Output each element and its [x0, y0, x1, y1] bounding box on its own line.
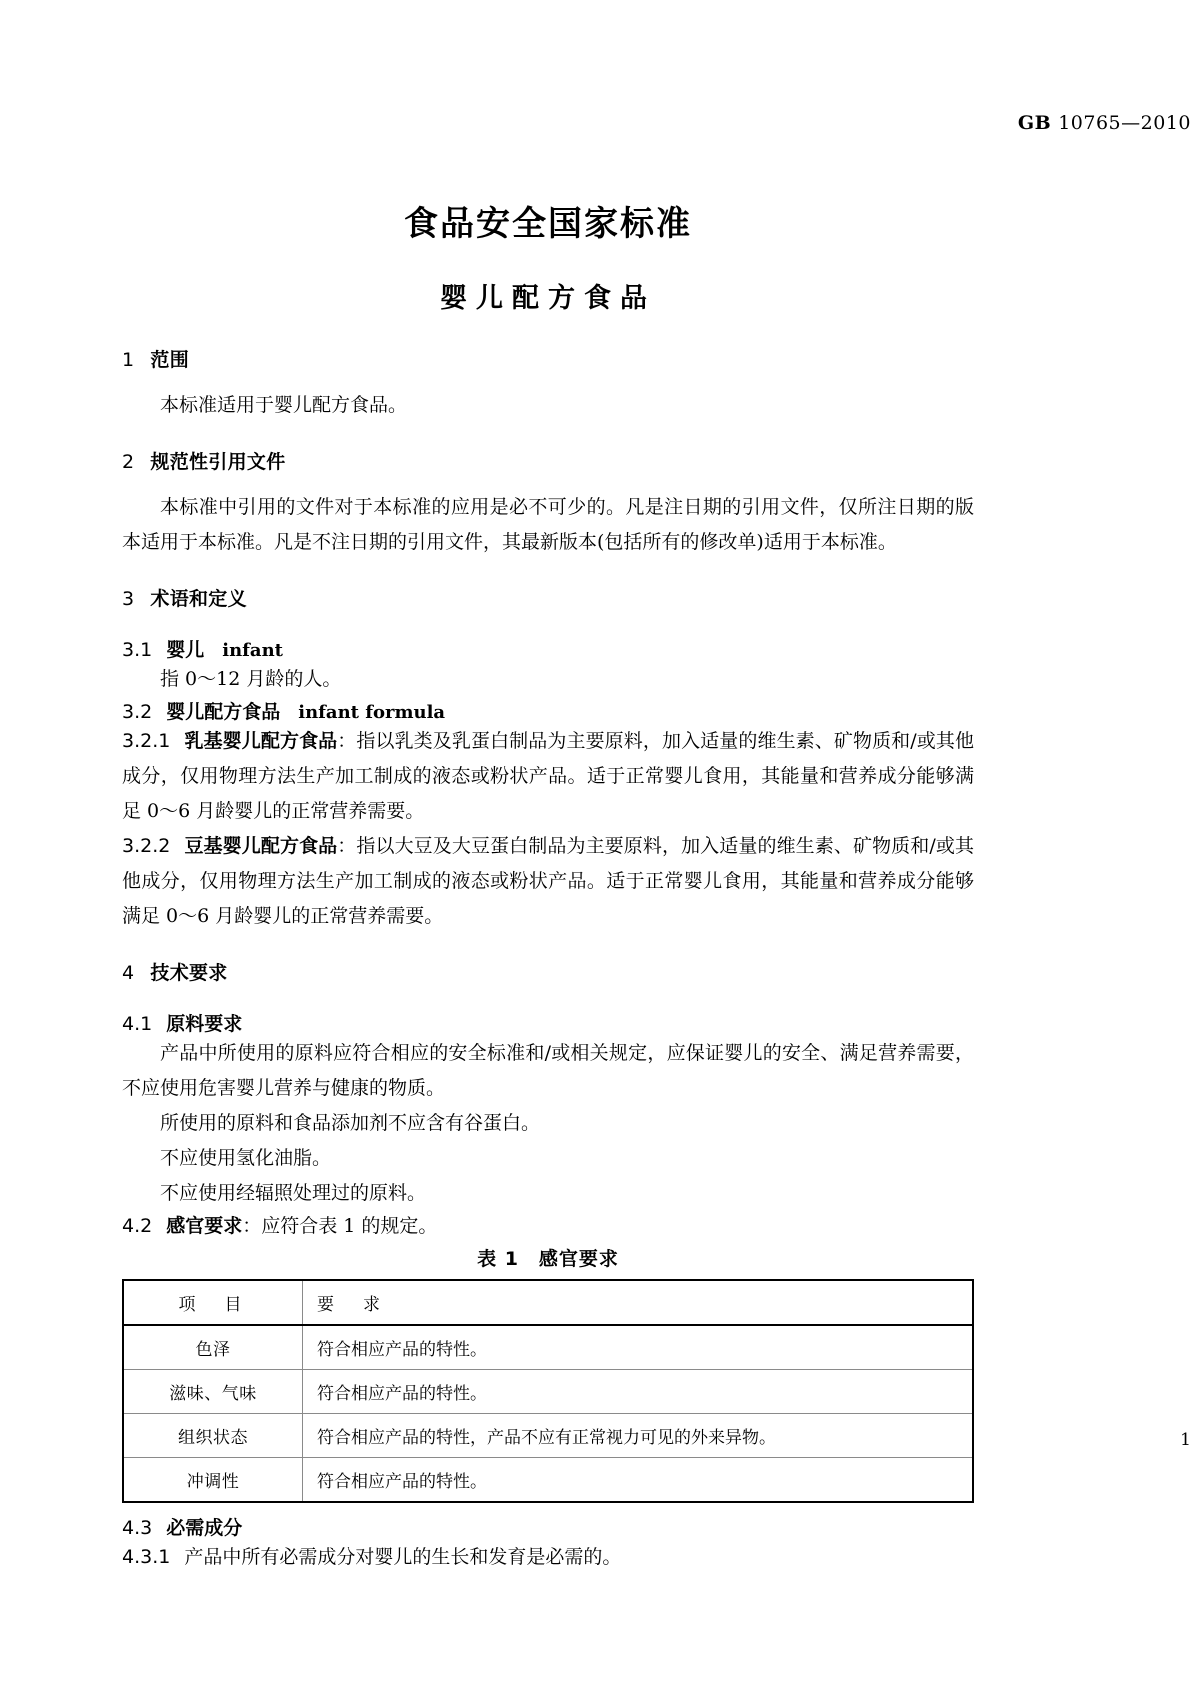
section-2-body: 本标准中引用的文件对于本标准的应用是必不可少的。凡是注日期的引用文件，仅所注日期的版本适用于本标准。凡是不注日期的引用文件，其最新版本(包括所有的修改单)适用于本标准。	[122, 496, 974, 553]
section-3-2-1-number: 3.2.1	[122, 730, 171, 752]
standard-number: 10765—2010	[1058, 112, 1191, 134]
section-4-2-title: 感官要求	[166, 1215, 243, 1237]
heading-section-3	[122, 584, 974, 611]
column-header-requirement: 要 求	[303, 1280, 974, 1325]
section-3-1-number: 3.1	[122, 639, 153, 661]
section-3-2-number: 3.2	[122, 701, 153, 723]
section-4-3-title: 必需成分	[166, 1517, 243, 1539]
heading-section-3-2	[122, 697, 974, 724]
cell-requirement: 符合相应产品的特性。	[303, 1370, 974, 1414]
table-1-sensory-requirements	[122, 1279, 974, 1503]
section-1-body: 本标准适用于婴儿配方食品。	[160, 394, 408, 416]
section-2-title: 规范性引用文件	[150, 451, 286, 473]
heading-section-4-1	[122, 1009, 974, 1036]
section-4-3-number: 4.3	[122, 1517, 153, 1539]
standard-prefix: GB	[1017, 112, 1052, 134]
section-4-number: 4	[122, 962, 135, 984]
heading-section-1	[122, 345, 974, 372]
section-3-2-1-body: ：指以乳类及乳蛋白制品为主要原料，加入适量的维生素、矿物质和/或其他成分，仅用物理方法生产加工制成的液态或粉状产品。适于正常婴儿食用，其能量和营养成分能够满足 0～6 月龄婴儿的正常营养需要。	[122, 730, 974, 822]
section-4-2-number: 4.2	[122, 1215, 153, 1237]
page-title: 食品安全国家标准	[404, 204, 692, 244]
section-3-1-title: 婴儿	[166, 639, 205, 661]
table-row	[123, 1458, 973, 1503]
section-4-1-paragraph-1: 产品中所使用的原料应符合相应的安全标准和/或相关规定，应保证婴儿的安全、满足营养需要，不应使用危害婴儿营养与健康的物质。	[122, 1042, 974, 1099]
section-3-2-2	[122, 829, 974, 934]
section-1-number: 1	[122, 349, 135, 371]
page-number: 1	[1180, 1430, 1191, 1450]
heading-section-4-2	[122, 1211, 974, 1238]
table-1-caption: 表 1 感官要求	[477, 1248, 619, 1270]
section-4-3-1	[122, 1540, 974, 1575]
column-header-item: 项 目	[123, 1280, 303, 1325]
section-4-1-number: 4.1	[122, 1013, 153, 1035]
section-4-1-paragraph-3: 不应使用氢化油脂。	[160, 1147, 332, 1169]
section-3-1-body: 指 0～12 月龄的人。	[160, 668, 342, 690]
heading-section-3-1	[122, 635, 974, 662]
section-4-1-paragraph-4: 不应使用经辐照处理过的原料。	[160, 1182, 427, 1204]
table-row	[123, 1414, 973, 1458]
section-3-2-1-lead: 乳基婴儿配方食品	[184, 730, 338, 752]
cell-requirement: 符合相应产品的特性，产品不应有正常视力可见的外来异物。	[303, 1414, 974, 1458]
table-row	[123, 1370, 973, 1414]
table-row	[123, 1325, 973, 1370]
document-header	[1018, 112, 1191, 134]
section-3-2-english-term: infant formula	[298, 702, 446, 723]
section-4-1-title: 原料要求	[166, 1013, 243, 1035]
section-4-3-1-number: 4.3.1	[122, 1546, 171, 1568]
section-3-2-title: 婴儿配方食品	[166, 701, 281, 723]
section-4-2-tail: ：应符合表 1 的规定。	[242, 1215, 438, 1237]
heading-section-4-3	[122, 1513, 974, 1540]
section-1-title: 范围	[150, 349, 189, 371]
section-4-title: 技术要求	[150, 962, 228, 984]
section-3-2-2-body: ：指以大豆及大豆蛋白制品为主要原料，加入适量的维生素、矿物质和/或其他成分，仅用物理方法生产加工制成的液态或粉状产品。适于正常婴儿食用，其能量和营养成分能够满足 0～6 月龄婴儿的正常营养需要。	[122, 835, 974, 927]
heading-section-4	[122, 958, 974, 985]
cell-item: 冲调性	[123, 1458, 303, 1503]
page-subtitle: 婴儿配方食品	[440, 283, 656, 314]
table-header-row	[123, 1280, 973, 1325]
cell-requirement: 符合相应产品的特性。	[303, 1458, 974, 1503]
section-3-number: 3	[122, 588, 135, 610]
section-3-2-1	[122, 724, 974, 829]
section-2-number: 2	[122, 451, 135, 473]
heading-section-2	[122, 447, 974, 474]
cell-item: 组织状态	[123, 1414, 303, 1458]
section-3-2-2-number: 3.2.2	[122, 835, 171, 857]
section-3-title: 术语和定义	[150, 588, 247, 610]
cell-item: 色泽	[123, 1325, 303, 1370]
section-3-2-2-lead: 豆基婴儿配方食品	[184, 835, 338, 857]
cell-item: 滋味、气味	[123, 1370, 303, 1414]
document-body	[122, 0, 974, 1575]
section-4-1-paragraph-2: 所使用的原料和食品添加剂不应含有谷蛋白。	[160, 1112, 541, 1134]
section-4-3-1-body: 产品中所有必需成分对婴儿的生长和发育是必需的。	[184, 1546, 622, 1568]
section-3-1-english-term: infant	[222, 640, 283, 661]
cell-requirement: 符合相应产品的特性。	[303, 1325, 974, 1370]
